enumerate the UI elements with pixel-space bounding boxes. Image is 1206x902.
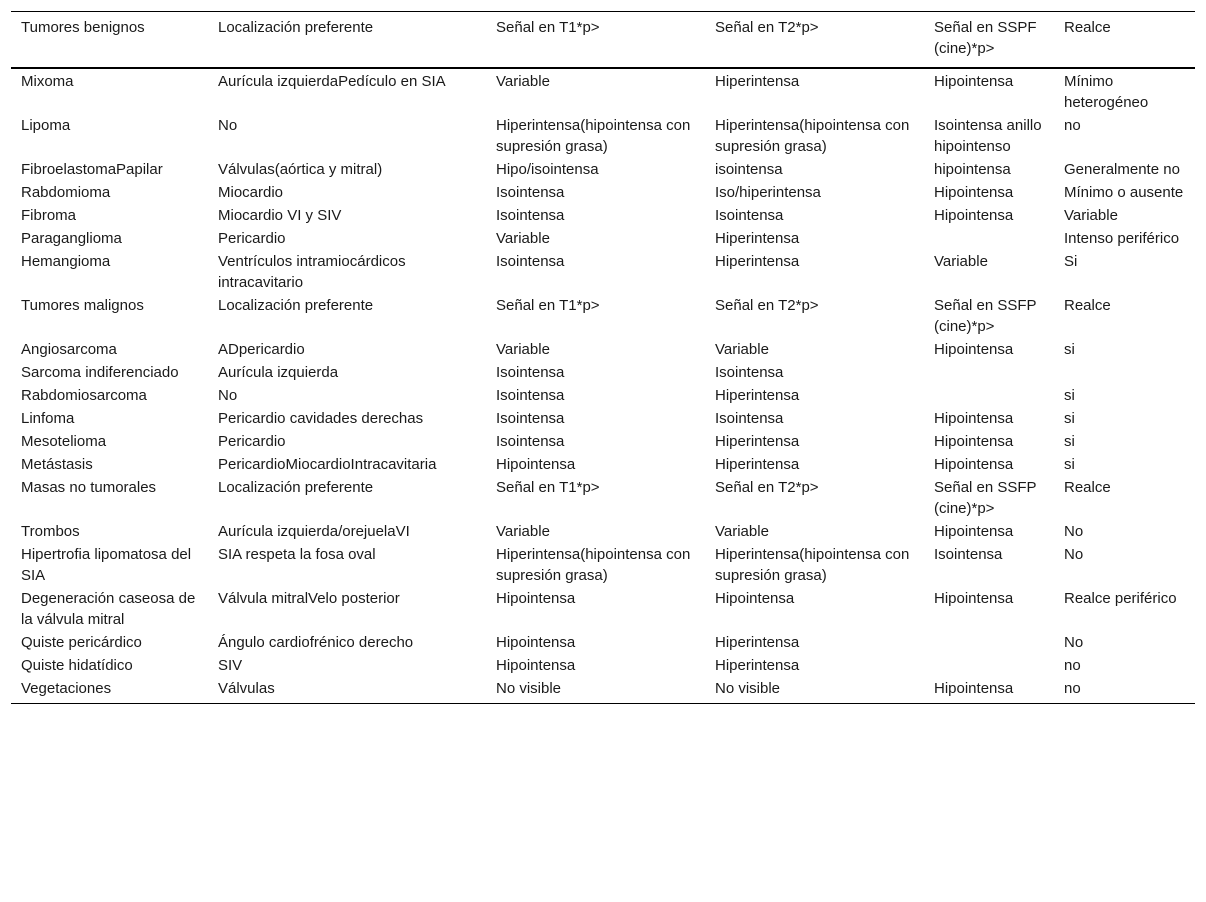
table-cell: Hipointensa [934,523,1014,540]
table-cell: Hiperintensa [715,657,800,674]
table-cell: Válvula mitralVelo posterior [218,590,400,607]
table-row [11,227,1195,250]
table-cell: No [1064,634,1084,651]
table-row [11,204,1195,227]
table-cell: Válvulas [218,680,275,697]
table-cell: si [1064,387,1075,404]
table-cell: Válvulas(aórtica y mitral) [218,161,383,178]
table-row [11,453,1195,476]
table-cell: no [1064,117,1081,134]
table-cell: Hipointensa [934,680,1014,697]
table-row [11,294,1195,338]
table-cell: Isointensa [715,410,784,427]
table-cell: Quiste pericárdico [21,634,142,651]
table-cell: Isointensa [496,364,565,381]
table-row [11,654,1195,677]
table-cell: Hiperintensa [715,73,800,90]
table-cell: Señal en SSFP (cine)*p> [934,297,1037,335]
table-cell: Hipointensa [496,590,576,607]
table-cell: Isointensa [496,387,565,404]
table-cell: Hemangioma [21,253,111,270]
table-cell: Hipertrofia lipomatosa del SIA [21,546,192,584]
table-cell [924,384,1054,407]
table-cell: Hiperintensa [715,433,800,450]
table-cell: Hipointensa [934,73,1014,90]
table-cell: Localización preferente [218,479,374,496]
table-row [11,158,1195,181]
table-cell: Señal en T2*p> [715,297,819,314]
table-cell: Tumores malignos [21,297,144,314]
table-cell: Aurícula izquierda [218,364,339,381]
table-cell: Lipoma [21,117,71,134]
table-cell: Hiperintensa [715,253,800,270]
table-cell: Miocardio VI y SIV [218,207,342,224]
table-row [11,338,1195,361]
table-row [11,384,1195,407]
table-cell: Isointensa anillo hipointenso [934,117,1042,155]
table-cell: Hipointensa [934,433,1014,450]
column-header: Señal en T1*p> [496,19,600,36]
table-row [11,476,1195,520]
table-cell: Señal en SSFP (cine)*p> [934,479,1037,517]
table-cell: Realce [1064,479,1111,496]
table-row [11,407,1195,430]
table-cell: Mínimo o ausente [1064,184,1184,201]
table-cell: Mínimo heterogéneo [1064,73,1149,111]
table-cell: Pericardio [218,433,286,450]
table-cell: si [1064,341,1075,358]
header-row [11,12,1195,69]
table-cell: Pericardio [218,230,286,247]
table-cell: Generalmente no [1064,161,1180,178]
table-cell: Isointensa [496,410,565,427]
table-cell: Paraganglioma [21,230,122,247]
table-cell: Hiperintensa(hipointensa con supresión grasa) [715,546,910,584]
table-cell: hipointensa [934,161,1011,178]
table-cell: Fibroma [21,207,77,224]
table-cell: Variable [934,253,988,270]
table-container [11,11,1195,704]
table-cell: PericardioMiocardioIntracavitaria [218,456,437,473]
table-cell: Si [1064,253,1078,270]
table-cell: si [1064,410,1075,427]
table-cell: Isointensa [715,364,784,381]
column-header: Localización preferente [218,19,374,36]
table-cell: si [1064,456,1075,473]
table-cell: Hiperintensa [715,230,800,247]
table-cell: FibroelastomaPapilar [21,161,163,178]
table-row [11,181,1195,204]
table-row [11,631,1195,654]
table-cell: Variable [715,341,769,358]
table-cell: Isointensa [715,207,784,224]
table-cell: ADpericardio [218,341,305,358]
table-cell: Trombos [21,523,80,540]
table-cell: SIV [218,657,243,674]
table-cell: No visible [496,680,562,697]
table-cell: No [218,387,238,404]
table-cell: Señal en T1*p> [496,297,600,314]
table-cell: No [1064,546,1084,563]
table-cell: Masas no tumorales [21,479,157,496]
table-cell: Isointensa [496,433,565,450]
table-cell [1054,361,1195,384]
table-cell: Hiperintensa [715,387,800,404]
table-cell [924,654,1054,677]
table-cell: Mesotelioma [21,433,107,450]
column-header: Realce [1064,19,1111,36]
table-cell: Variable [496,341,550,358]
table-cell: si [1064,433,1075,450]
table-cell: Variable [496,73,550,90]
table-cell [924,227,1054,250]
table-cell: Isointensa [496,253,565,270]
table-cell: Hiperintensa [715,456,800,473]
table-cell: Señal en T2*p> [715,479,819,496]
table-body [11,68,1195,704]
table-row [11,114,1195,158]
column-header: Señal en T2*p> [715,19,819,36]
table-row [11,361,1195,384]
table-cell: Sarcoma indiferenciado [21,364,179,381]
table-cell: Hipointensa [934,207,1014,224]
table-cell: Hipointensa [496,456,576,473]
table-cell: Realce periférico [1064,590,1177,607]
table-cell: Aurícula izquierda/orejuelaVI [218,523,410,540]
table-cell: Hipointensa [496,657,576,674]
table-cell: Pericardio cavidades derechas [218,410,424,427]
table-cell: Miocardio [218,184,284,201]
table-cell [924,361,1054,384]
table-cell: Isointensa [496,207,565,224]
table-cell: Mixoma [21,73,74,90]
table-cell: Rabdomiosarcoma [21,387,147,404]
table-cell: Señal en T1*p> [496,479,600,496]
column-header: Señal en SSPF (cine)*p> [934,19,1037,57]
table-cell: Hipo/isointensa [496,161,599,178]
table-cell: Localización preferente [218,297,374,314]
table-cell: Intenso periférico [1064,230,1180,247]
table-cell: Aurícula izquierdaPedículo en SIA [218,73,446,90]
table-cell: Rabdomioma [21,184,111,201]
table-cell: No visible [715,680,781,697]
table-cell: Metástasis [21,456,93,473]
table-cell: Variable [496,523,550,540]
column-header: Tumores benignos [21,19,145,36]
table-cell: Ángulo cardiofrénico derecho [218,634,414,651]
table-cell: Isointensa [934,546,1003,563]
table-cell: Vegetaciones [21,680,112,697]
table-cell [924,631,1054,654]
table-row [11,543,1195,587]
table-row [11,520,1195,543]
table-cell: Hipointensa [934,184,1014,201]
table-cell: Linfoma [21,410,75,427]
table-cell: SIA respeta la fosa oval [218,546,376,563]
table-cell: Iso/hiperintensa [715,184,821,201]
table-cell: Isointensa [496,184,565,201]
table-cell: no [1064,657,1081,674]
table-row [11,677,1195,704]
table-cell: Ventrículos intramiocárdicos intracavitario [218,253,406,291]
table-cell: Hipointensa [934,410,1014,427]
table-cell: Realce [1064,297,1111,314]
table-cell: No [218,117,238,134]
table-cell: Hipointensa [934,341,1014,358]
table-row [11,430,1195,453]
table-cell: Hiperintensa(hipointensa con supresión grasa) [715,117,910,155]
table-row [11,68,1195,114]
table-cell: Degeneración caseosa de la válvula mitral [21,590,196,628]
table-cell: Hipointensa [715,590,795,607]
cardiac-masses-mri-table [11,11,1195,704]
table-row [11,250,1195,294]
table-cell: Variable [1064,207,1118,224]
table-cell: Hiperintensa(hipointensa con supresión grasa) [496,117,691,155]
table-cell: no [1064,680,1081,697]
table-cell: Hipointensa [496,634,576,651]
table-cell: Hipointensa [934,456,1014,473]
table-cell: Hiperintensa(hipointensa con supresión grasa) [496,546,691,584]
table-cell: No [1064,523,1084,540]
table-cell: Angiosarcoma [21,341,117,358]
table-cell: Variable [715,523,769,540]
table-cell: Variable [496,230,550,247]
table-cell: Hiperintensa [715,634,800,651]
table-cell: Hipointensa [934,590,1014,607]
table-cell: isointensa [715,161,783,178]
table-row [11,587,1195,631]
table-cell: Quiste hidatídico [21,657,133,674]
